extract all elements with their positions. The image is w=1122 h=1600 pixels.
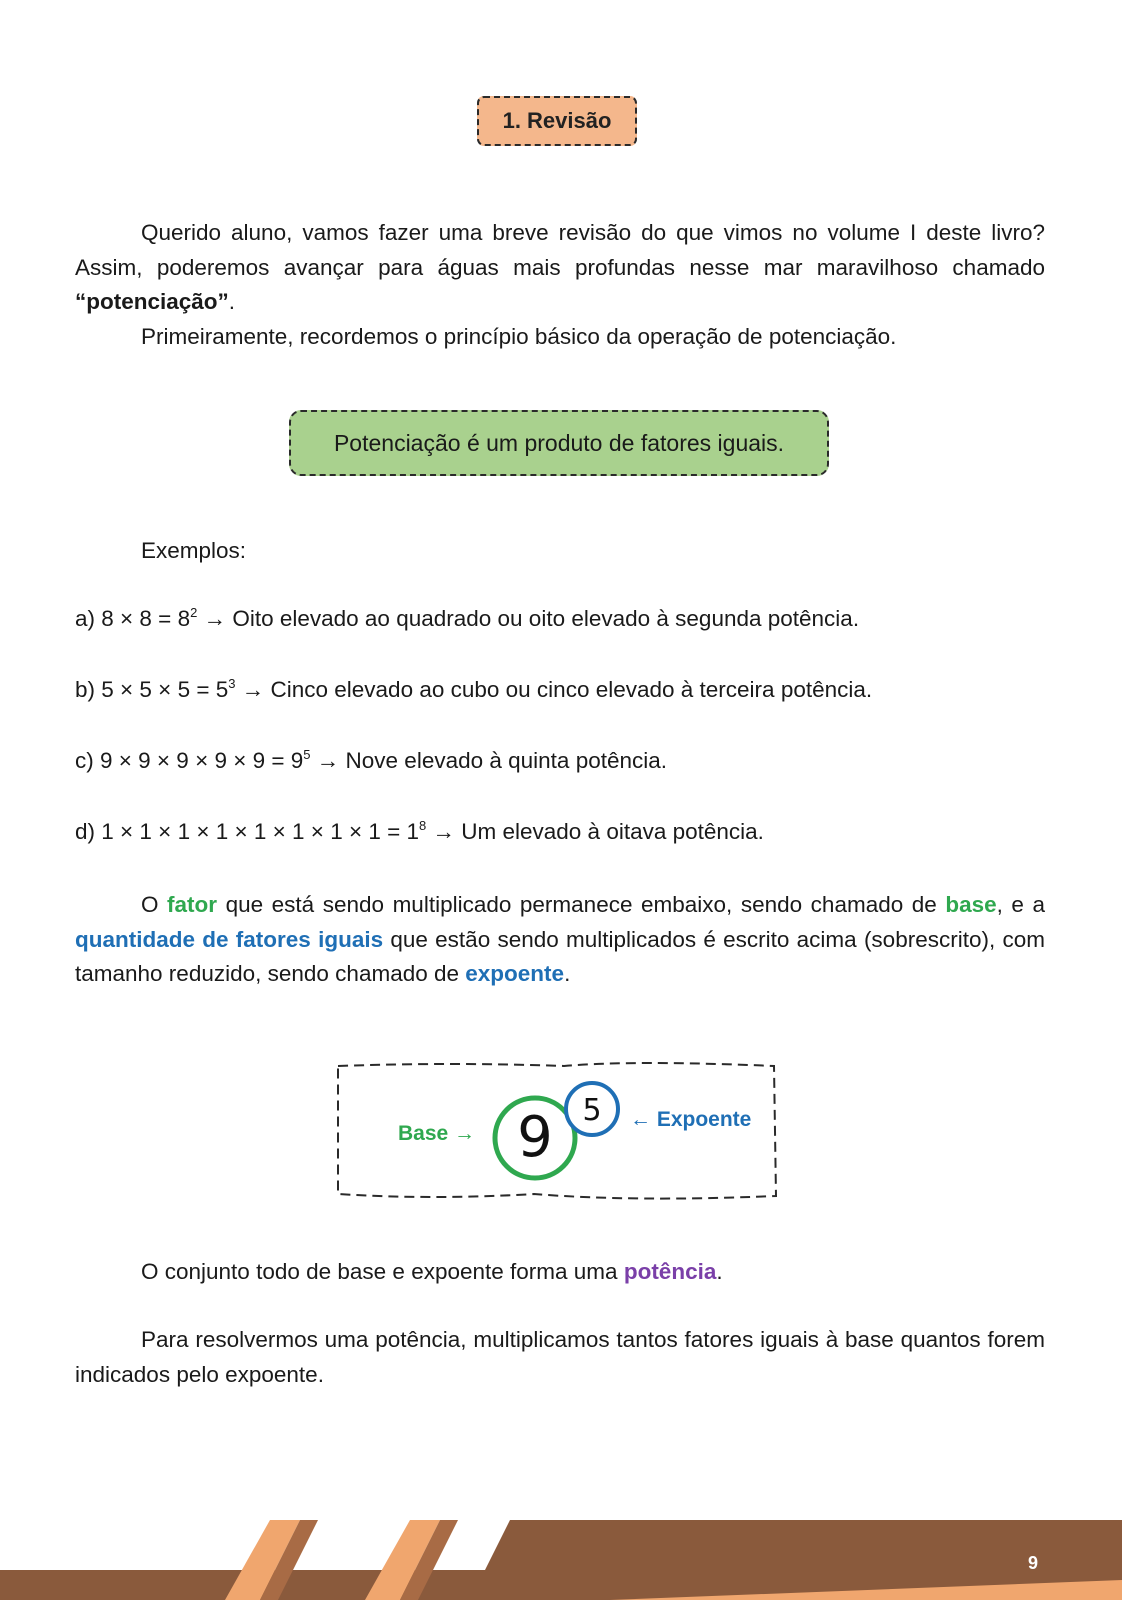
intro-line2: Primeiramente, recordemos o princípio básico da operação de potenciação. [141,324,897,349]
page-number: 9 [1027,1553,1038,1573]
base-label: Base → [398,1122,476,1145]
intro-paragraph: Querido aluno, vamos fazer uma breve revisão do que vimos no volume I deste livro? Assim, poderemos avançar para águas mais profundas nesse mar maravilhoso chamado “potenciação”. [75,220,1045,314]
examples-label: Exemplos: [141,538,247,563]
example-item: a) $8 \times 8 = 8^2$ → Oito elevado ao quadrado ou oito elevado à segunda potência. [75,605,860,631]
definition-box: Potenciação é um produto de fatores iguais. [289,410,829,476]
example-item: b) $5 \times 5 \times 5 = 5^3$ → Cinco elevado ao cubo ou cinco elevado à terceira potência. [75,676,873,702]
resolver-paragraph: Para resolvermos uma potência, multiplicamos tantos fatores iguais à base quantos forem indicados pelo expoente. [75,1327,1045,1387]
example-item: d) $1 \times 1 \times 1 \times 1 \times 1 \times 1 \times 1 \times 1 = 1^8 \to Um$ elevado à oitava potência. [75,818,764,844]
exponent-label: ← Expoente [630,1108,752,1131]
footer-decoration [0,1520,1122,1600]
example-item: c) $9 \times 9 \times 9 \times 9 \times 9 = 9^5$ → Nove elevado à quinta potência. [75,747,668,773]
explanation-paragraph: O fator que está sendo multiplicado permanece embaixo, sendo chamado de base, e a quantidade de fatores iguais que estão sendo multiplicados é escrito acima (sobrescrito), com tamanho reduzido, sendo chamado de expoente. [75,892,1045,986]
exponent-value: 5 [582,1093,602,1128]
conjunto-paragraph: O conjunto todo de base e expoente forma uma potência. [141,1259,723,1284]
base-value: 9 [517,1105,553,1170]
section-title: 1. Revisão [477,96,637,146]
power-diagram [334,1060,784,1202]
